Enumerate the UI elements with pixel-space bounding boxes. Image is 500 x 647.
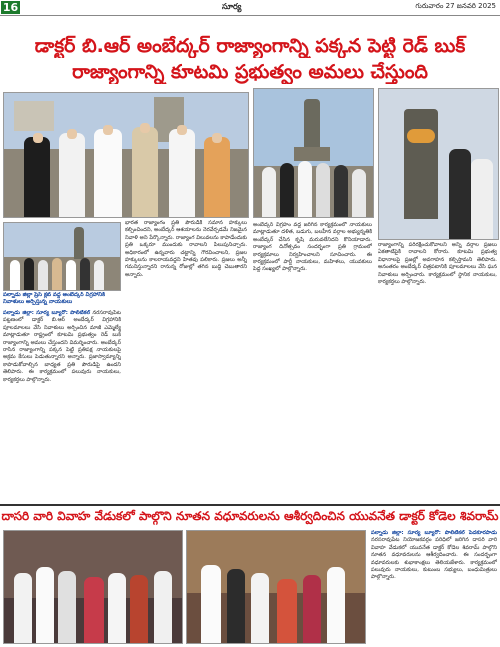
page-number: 16: [2, 1, 19, 14]
photo-wedding-stage: [3, 530, 183, 644]
issue-date: గురువారం 27 జనవరి 2025: [415, 2, 496, 10]
section-divider: [0, 504, 500, 506]
story2-headline: దాసరి వారి వివాహ వేడుకలో పాల్గొని నూతన వధూవరులను ఆశీర్వదించిన యువనేత డాక్టర్ కోడెల శివరామ్: [1, 509, 499, 523]
masthead: [0, 0, 500, 16]
photo-statue-garland: [378, 88, 499, 240]
photo-group-leaders: [3, 92, 249, 218]
headline-line-2: రాజ్యాంగాన్ని కూటమి ప్రభుత్వం అమలు చేస్తుంది: [72, 61, 428, 83]
story1-column-1: [3, 310, 121, 502]
story1-column-2: భారత రాజ్యాంగం ప్రతి పౌరుడికి సమాన హక్కులు కల్పించిందని, అంబేద్కర్ ఆశయాలను నెరవేర్చడమే నిజమైన నివాళి అని పేర్కొన్నారు. రాజ్యాంగ విలువలను కాపాడేందుకు ప్రతి ఒక్కరూ ముందుకు రావాలని పిలుపునిచ్చారు. అధికారంలో ఉన్నవారు చట్టాన్ని గౌరవించాలని, ప్రజల హక్కులను కాలరాయవద్దని హితవు పలికారు. ప్రజలు అన్నీ గమనిస్తున్నారని రానున్న రోజుల్లో తగిన బుద్ధి చెబుతారని అన్నారు.: [125, 220, 247, 278]
story2-dateline: పల్నాడు జిల్లా: సూర్య బ్యూరో: పొలిటికల్ పెదకూరపాడు: [371, 530, 497, 536]
paper-name: సూర్య: [222, 2, 242, 11]
photo-caption: పల్నాడు జిల్లా ప్రెస్ క్లబ్ వద్ద అంబేద్కర్ విగ్రహానికి నివాళులు అర్పిస్తున్న నాయకులు: [3, 292, 105, 305]
story1-col1-text: నరసరావుపేట పట్టణంలో డాక్టర్ బి.ఆర్ అంబేద్కర్ విగ్రహానికి పూలమాలలు వేసి నివాళులు అర్పించిన మాజీ ఎమ్మెల్యే మాట్లాడుతూ రాష్ట్రంలో కూటమి ప్రభుత్వం రెడ్ బుక్ రాజ్యాంగాన్ని అమలు చేస్తుందని విమర్శించారు. అంబేద్కర్ రాసిన రాజ్యాంగాన్ని పక్కన పెట్టి ప్రతిపక్ష నాయకులపై అక్రమ కేసులు పెడుతున్నారని అన్నారు. ప్రజాస్వామ్యాన్ని కాపాడుకోవాల్సిన బాధ్యత ప్రతి పౌరుడిపై ఉందని తెలిపారు. ఈ కార్యక్రమంలో పలువురు నాయకులు, కార్యకర్తలు పాల్గొన్నారు.: [3, 310, 121, 383]
photo-press-club: [3, 222, 121, 291]
story2-body: నరసరావుపేట నియోజకవర్గం పరిధిలో జరిగిన దాసరి వారి వివాహ వేడుకలో యువనేత డాక్టర్ కోడెల శివరామ్ పాల్గొని నూతన వధూవరులను ఆశీర్వదించారు. ఈ సందర్భంగా వధూవరులకు శుభాకాంక్షలు తెలియజేశారు. కార్యక్రమంలో పలువురు నాయకులు, కుటుంబ సభ్యులు, బంధుమిత్రులు పాల్గొన్నారు.: [371, 537, 497, 581]
photo-wedding-blessing: [186, 530, 366, 644]
photo-statue-group: [253, 88, 374, 218]
story2-column: [371, 530, 497, 644]
headline-line-1: డాక్టర్ బి.ఆర్ అంబేద్కర్ రాజ్యాంగాన్ని పక్కన పెట్టి రెడ్ బుక్: [34, 35, 466, 57]
story1-dateline: పల్నాడు జిల్లా: సూర్య బ్యూరో: పొలిటికల్: [3, 310, 93, 316]
story1-column-3: అంబేద్కర్ విగ్రహం వద్ద జరిగిన కార్యక్రమంలో నాయకులు మాట్లాడుతూ దళిత, బడుగు, బలహీన వర్గాల అభ్యున్నతికి అంబేద్కర్ చేసిన కృషి మరువలేనిదని కొనియాడారు. రాజ్యాంగ దినోత్సవం సందర్భంగా ప్రతి గ్రామంలో కార్యక్రమాలు నిర్వహించాలని సూచించారు. ఈ కార్యక్రమంలో పార్టీ నాయకులు, మహిళలు, యువకులు పెద్ద సంఖ్యలో పాల్గొన్నారు.: [253, 222, 372, 273]
story1-column-4: రాజ్యాంగాన్ని పరిరక్షించుకోవాలని అన్ని వర్గాల ప్రజలు ఏకతాటిపైకి రావాలని కోరారు. కూటమి ప్రభుత్వ విధానాలపై ప్రజల్లో అవగాహన కల్పిస్తామని తెలిపారు. అనంతరం అంబేద్కర్ చిత్రపటానికి పూలమాలలు వేసి ఘన నివాళులు అర్పించారు. కార్యక్రమంలో స్థానిక నాయకులు, కార్యకర్తలు పాల్గొన్నారు.: [378, 242, 497, 286]
